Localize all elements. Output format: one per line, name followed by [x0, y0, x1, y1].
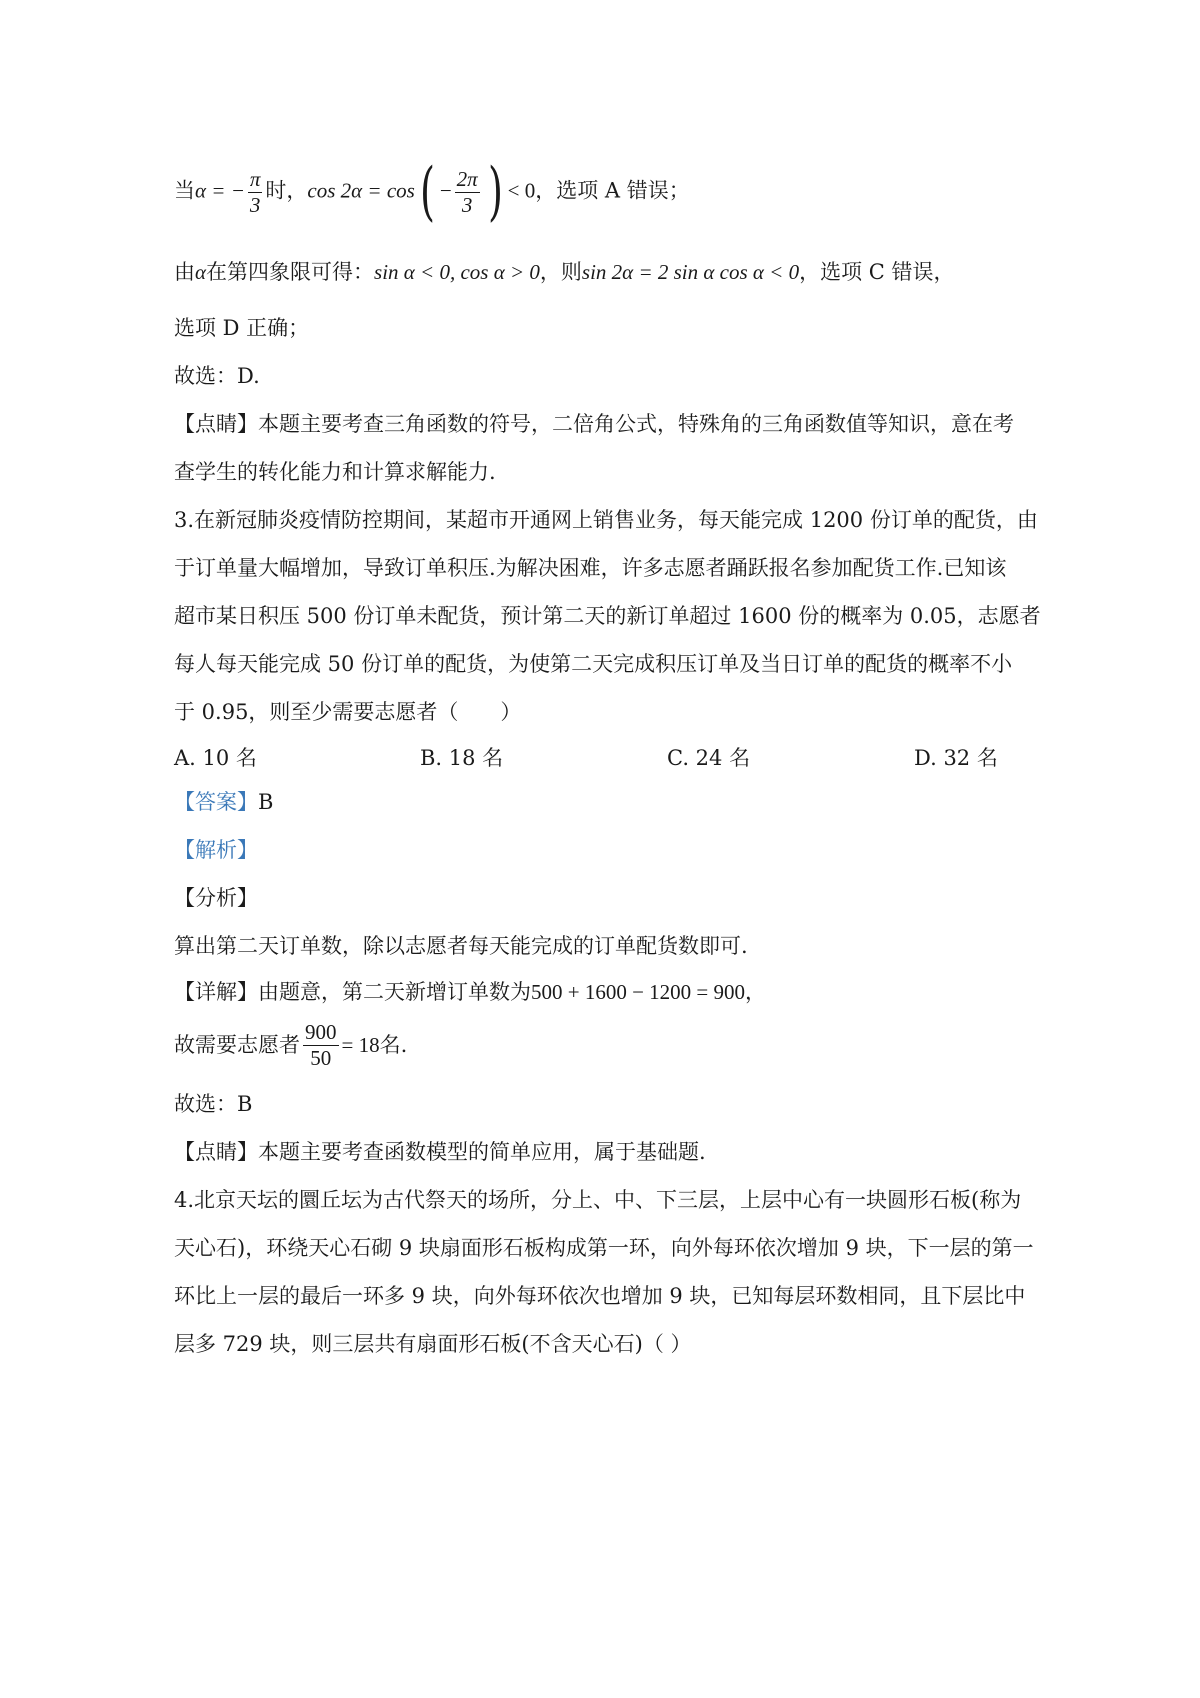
option-a: A. 10 名 — [174, 746, 257, 770]
q4-line-3: 环比上一层的最后一环多 9 块，向外每环依次也增加 9 块，已知每层环数相同，且下层比中 — [174, 1284, 1026, 1308]
text: 在第四象限可得： — [206, 260, 375, 284]
answer-value: B — [258, 790, 274, 814]
fenxi-label: 【分析】 — [174, 886, 258, 910]
frac-num: π — [249, 166, 261, 191]
math-expr: sin α < 0, cos α > 0 — [374, 260, 540, 284]
text: ， — [745, 980, 767, 1004]
text: ，则 — [539, 260, 582, 284]
text: 时， — [265, 178, 308, 203]
q3-line-5: 于 0.95，则至少需要志愿者（ ） — [174, 700, 522, 724]
solution-line-2 — [174, 262, 955, 283]
text: 当 — [174, 178, 195, 203]
right-paren: ) — [487, 155, 503, 229]
dianjing-line-1: 【点睛】本题主要考查三角函数的符号，二倍角公式，特殊角的三角函数值等知识，意在考 — [174, 412, 1014, 436]
detail-line — [174, 982, 766, 1003]
minus: − — [439, 178, 452, 203]
solution-choose: 故选：D. — [174, 364, 260, 388]
answer-label: 【答案】 — [174, 790, 258, 814]
frac-den: 50 — [310, 1046, 332, 1070]
text: 【详解】由题意，第二天新增订单数为 — [174, 980, 531, 1004]
q3-line-1: 3.在新冠肺炎疫情防控期间，某超市开通网上销售业务，每天能完成 1200 份订单的配货，由 — [174, 508, 1038, 532]
frac-num: 2π — [456, 166, 478, 191]
fraction-2pi-over-3 — [455, 166, 480, 217]
dianjing-line-2: 查学生的转化能力和计算求解能力. — [174, 460, 496, 484]
solution-line-1 — [174, 155, 690, 229]
option-d: D. 32 名 — [914, 746, 998, 770]
q3-line-4: 每人每天能完成 50 份订单的配货，为使第二天完成积压订单及当日订单的配货的概率不小 — [174, 652, 1013, 676]
option-b: B. 18 名 — [420, 746, 504, 770]
frac-den: 3 — [461, 192, 473, 217]
need-line — [174, 1022, 407, 1069]
text: ，选项 C 错误， — [799, 260, 955, 284]
text: 名. — [379, 1033, 408, 1057]
fenxi-text: 算出第二天订单数，除以志愿者每天能完成的订单配货数即可. — [174, 934, 748, 958]
frac-num: 900 — [305, 1020, 337, 1044]
choose-b: 故选：B — [174, 1092, 253, 1116]
q4-line-2: 天心石)，环绕天心石砌 9 块扇面形石板构成第一环，向外每环依次增加 9 块，下一层的第一 — [174, 1236, 1034, 1260]
option-c: C. 24 名 — [667, 746, 751, 770]
math-expr: = 18 — [341, 1033, 380, 1057]
math-cos: cos 2α = cos — [307, 178, 415, 203]
math-expr: sin 2α = 2 sin α cos α < 0 — [581, 260, 800, 284]
q4-line-1: 4.北京天坛的圜丘坛为古代祭天的场所，分上、中、下三层，上层中心有一块圆形石板(称为 — [174, 1188, 1022, 1212]
text: 故需要志愿者 — [174, 1033, 300, 1057]
left-paren: ( — [419, 155, 435, 229]
fraction-900-over-50 — [303, 1022, 339, 1069]
fraction-pi-over-3 — [248, 166, 263, 217]
frac-den: 3 — [249, 192, 261, 217]
text: ，选项 A 错误； — [535, 178, 690, 203]
math-alpha: α = − — [195, 178, 245, 203]
solution-line-3: 选项 D 正确； — [174, 316, 310, 340]
q4-line-4: 层多 729 块，则三层共有扇面形石板(不含天心石)（ ） — [174, 1332, 692, 1356]
q3-line-2: 于订单量大幅增加，导致订单积压.为解决困难，许多志愿者踊跃报名参加配货工作.已知该 — [174, 556, 1007, 580]
math-alpha: α — [195, 260, 207, 284]
math-lt: < 0 — [507, 178, 536, 203]
math-expr: 500 + 1600 − 1200 = 900 — [531, 980, 746, 1004]
dianjing-q3: 【点睛】本题主要考查函数模型的简单应用，属于基础题. — [174, 1140, 706, 1164]
answer-line — [174, 792, 273, 813]
text: 由 — [174, 260, 195, 284]
q3-line-3: 超市某日积压 500 份订单未配货，预计第二天的新订单超过 1600 份的概率为 0.05，志愿者 — [174, 604, 1041, 628]
analysis-label: 【解析】 — [174, 838, 258, 862]
